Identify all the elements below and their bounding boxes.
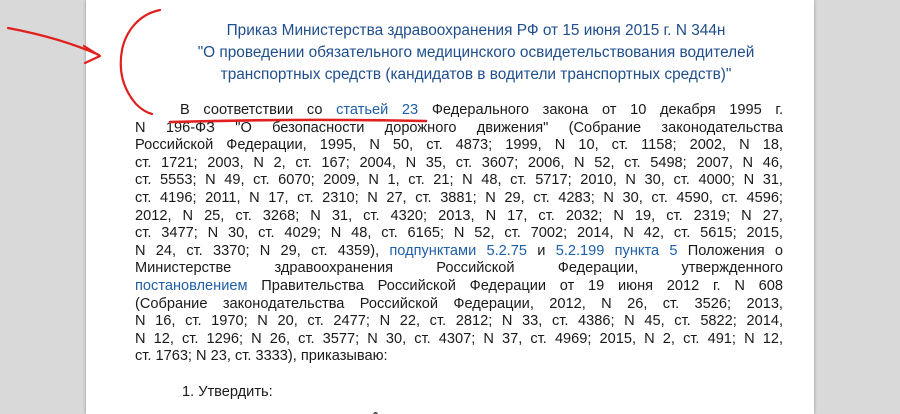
text-run: Правительства Российской Федерации от 19 июня 2012 г. N 608 bbox=[247, 277, 783, 294]
paragraph-line: N 12, ст. 1296; N 26, ст. 3577; N 30, ст. 4307; N 37, ст. 4969; 2015, N 2, ст. 491; N 12, bbox=[135, 330, 783, 347]
paragraph-line: ст. 3477; N 30, ст. 4029; N 48, ст. 6165; N 52, ст. 7002; 2014, N 42, ст. 5615; 2015, bbox=[135, 225, 783, 242]
list-item-1: 1. Утвердить: bbox=[182, 384, 273, 400]
article-23-link[interactable]: статьей 23 bbox=[336, 102, 419, 118]
document-paragraph bbox=[135, 102, 783, 366]
paragraph-line bbox=[135, 243, 783, 261]
paragraph-line: Министерстве здравоохранения Российской Федерации, утвержденного bbox=[135, 260, 783, 277]
text-run: Федерального закона от 10 декабря 1995 г. bbox=[418, 102, 783, 118]
paragraph-line: N 196-ФЗ "О безопасности дорожного движения" (Собрание законодательства bbox=[135, 119, 783, 136]
paragraph-line: 2012, N 25, ст. 3268; N 31, ст. 4320; 2013, N 17, ст. 2032; N 19, ст. 2319; N 27, bbox=[135, 207, 783, 224]
point-5-2-199-link[interactable]: 5.2.199 пункта 5 bbox=[555, 242, 678, 259]
title-line: "О проведении обязательного медицинского освидетельствования водителей bbox=[197, 44, 755, 61]
text-run: Положения о bbox=[677, 242, 783, 259]
paragraph-line: (Собрание законодательства Российской Федерации, 2012, N 26, ст. 3526; 2013, bbox=[135, 295, 783, 312]
title-line: транспортных средств (кандидатов в водители транспортных средств)" bbox=[220, 66, 732, 83]
paragraph-line: ст. 4196; 2011, N 17, ст. 2310; N 27, ст. 3881; N 29, ст. 4283; N 30, ст. 4590, ст. 4596; bbox=[135, 189, 783, 206]
title-line: Приказ Министерства здравоохранения РФ от 15 июня 2015 г. N 344н bbox=[226, 22, 726, 39]
text-run: В соответствии со bbox=[180, 102, 337, 118]
text-run: N 24, ст. 3370; N 29, ст. 4359), bbox=[135, 242, 390, 259]
paragraph-line bbox=[135, 278, 783, 296]
document-title bbox=[146, 20, 806, 86]
paragraph-line: ст. 5553; N 49, ст. 6070; 2009, N 1, ст. 21; N 48, ст. 5717; 2010, N 30, ст. 4000; N 31, bbox=[135, 172, 783, 189]
paragraph-line: ст. 1763; N 23, ст. 3333), приказываю: bbox=[135, 348, 388, 365]
paragraph-line bbox=[135, 102, 783, 120]
paragraph-line: ст. 1721; 2003, N 2, ст. 167; 2004, N 35, ст. 3607; 2006, N 52, ст. 5498; 2007, N 46, bbox=[135, 154, 783, 171]
paragraph-line: Российской Федерации, 1995, N 50, ст. 4873; 1999, N 10, ст. 1158; 2002, N 18, bbox=[135, 137, 783, 154]
subpoints-5-2-75-link[interactable]: подпунктами 5.2.75 bbox=[389, 242, 528, 259]
resolution-link[interactable]: постановлением bbox=[135, 277, 248, 294]
paragraph-line: N 16, ст. 1970; N 20, ст. 2477; N 22, ст. 2812; N 33, ст. 4386; N 45, ст. 5822; 2014, bbox=[135, 313, 783, 330]
cut-off-line-fragment bbox=[373, 404, 433, 414]
text-run: и bbox=[527, 242, 556, 259]
document-page bbox=[86, 0, 814, 414]
